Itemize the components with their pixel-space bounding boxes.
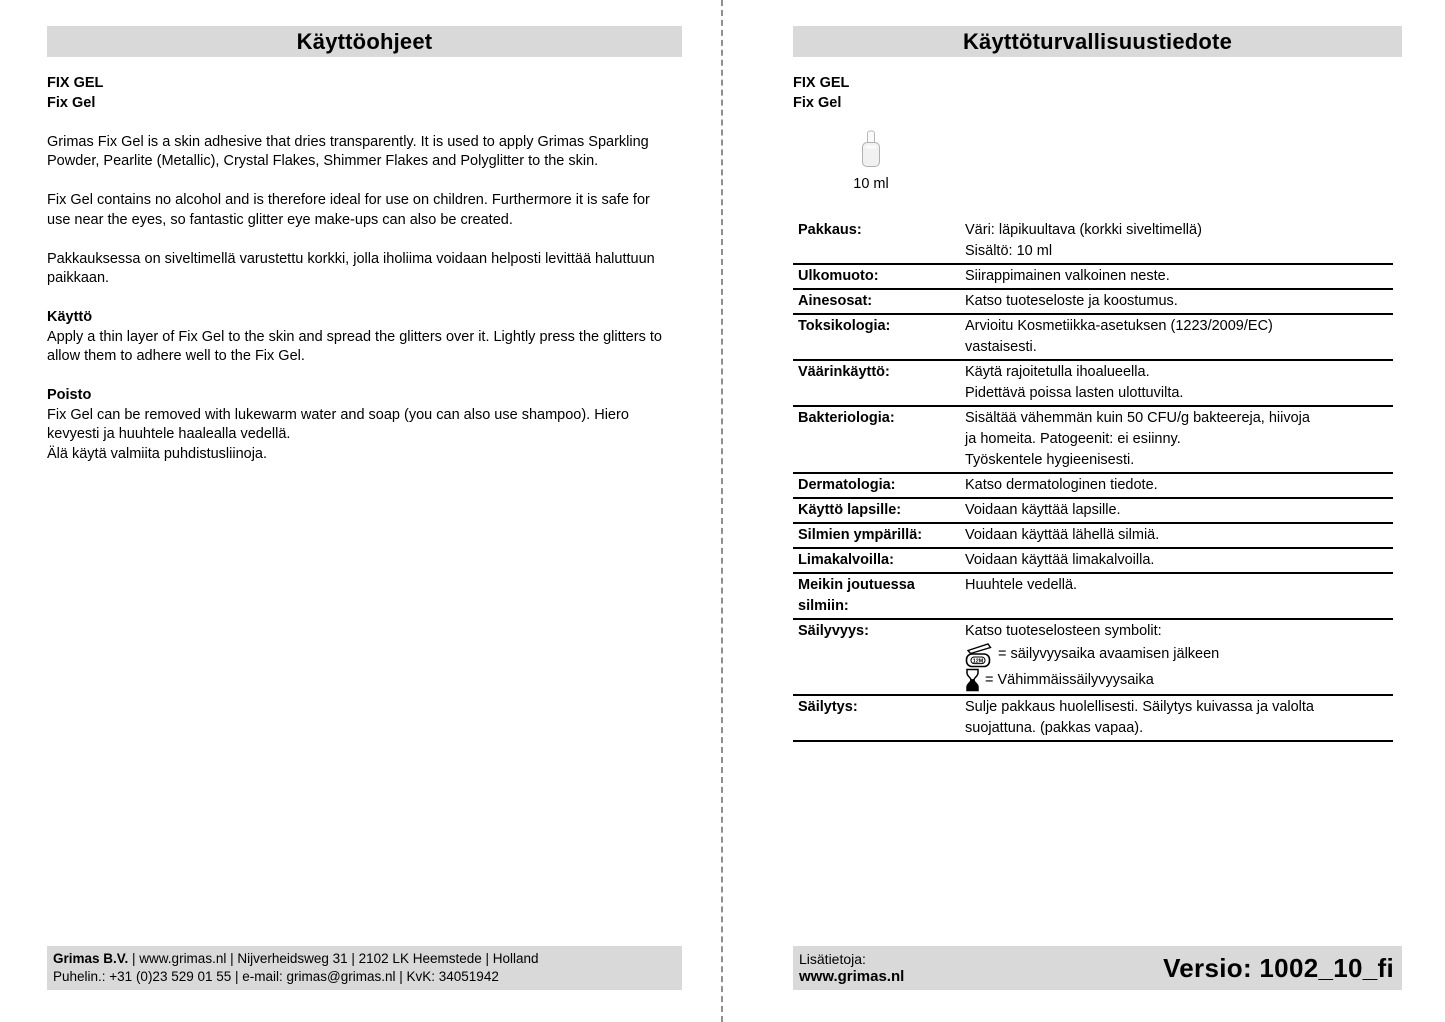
row-value xyxy=(965,500,1393,521)
product-name-block xyxy=(793,74,1402,113)
table-row xyxy=(793,620,1393,696)
row-value xyxy=(965,291,1393,312)
table-row xyxy=(793,315,1393,361)
product-photo-block xyxy=(843,130,899,195)
symbol-caption: = säilyvyysaika avaamisen jälkeen xyxy=(998,646,1220,662)
instructions-title: Käyttöohjeet xyxy=(47,26,682,57)
row-value-line: Arvioitu Kosmetiikka-asetuksen (1223/2009/EC) xyxy=(965,317,1273,334)
row-label: Ulkomuoto: xyxy=(798,267,879,284)
company-footer-line1 xyxy=(53,950,682,968)
row-value-line: Voidaan käyttää lapsille. xyxy=(965,501,1121,518)
more-info-label: Lisätietoja: xyxy=(799,951,866,967)
row-value xyxy=(965,621,1393,693)
product-subname: Fix Gel xyxy=(47,94,96,111)
row-label: Bakteriologia: xyxy=(798,409,895,426)
volume-label: 10 ml xyxy=(853,176,889,192)
symbol-caption: = Vähimmäissäilyvyysaika xyxy=(985,671,1154,688)
product-subname: Fix Gel xyxy=(793,94,842,111)
website-text: www.grimas.nl xyxy=(799,968,905,985)
hourglass-icon xyxy=(965,668,980,692)
open-jar-icon xyxy=(965,642,993,668)
table-row xyxy=(793,474,1393,499)
row-value-line: Huuhtele vedellä. xyxy=(965,576,1078,593)
section-body-poisto: Fix Gel can be removed with lukewarm water and soap (you can also use shampoo). Hiero kevyesti ja huuhtele haalealla vedellä. xyxy=(47,406,629,442)
row-value-line: Sulje pakkaus huolellisesti. Säilytys kuivassa ja valolta xyxy=(965,698,1314,715)
row-value xyxy=(965,550,1393,571)
row-value-line: Sisältö: 10 ml xyxy=(965,242,1053,259)
row-value-line: Siirappimainen valkoinen neste. xyxy=(965,267,1170,284)
row-value xyxy=(965,220,1393,262)
symbol-line xyxy=(965,668,1393,693)
table-row xyxy=(793,524,1393,549)
table-row xyxy=(793,361,1393,407)
row-value xyxy=(965,266,1393,287)
row-value-line: Voidaan käyttää lähellä silmiä. xyxy=(965,526,1160,543)
symbol-line xyxy=(965,642,1393,668)
table-row xyxy=(793,290,1393,315)
table-row xyxy=(793,265,1393,290)
row-value-line: Katso tuoteseloste ja koostumus. xyxy=(965,292,1178,309)
row-label: Meikin joutuessa silmiin: xyxy=(798,576,915,614)
section-note-poisto: Älä käytä valmiita puhdistusliinoja. xyxy=(47,445,268,462)
row-value-line: Pidettävä poissa lasten ulottuvilta. xyxy=(965,384,1184,401)
row-value xyxy=(965,697,1393,739)
row-label: Dermatologia: xyxy=(798,476,896,493)
paragraph-description: Grimas Fix Gel is a skin adhesive that dries transparently. It is used to apply Grimas Sparkling Powder, Pearlite (Metallic), Crystal Flakes, Shimmer Flakes and Polyglitter to the skin. xyxy=(47,133,649,169)
section-body-kaytto: Apply a thin layer of Fix Gel to the skin and spread the glitters over it. Lightly press the glitters to allow them to adhere well to the Fix Gel. xyxy=(47,328,662,364)
page-fold-dashed-divider xyxy=(721,0,723,1022)
row-label: Silmien ympärillä: xyxy=(798,526,923,543)
row-value xyxy=(965,475,1393,496)
row-label: Käyttö lapsille: xyxy=(798,501,902,518)
paragraph-no-alcohol: Fix Gel contains no alcohol and is therefore ideal for use on children. Furthermore it is safe for use near the eyes, so fantastic glitter eye make-ups can also be created. xyxy=(47,192,650,228)
company-footer-line2: Puhelin.: +31 (0)23 529 01 55 | e-mail: grimas@grimas.nl | KvK: 34051942 xyxy=(53,968,499,984)
row-value-line: Voidaan käyttää limakalvoilla. xyxy=(965,551,1155,568)
table-row xyxy=(793,549,1393,574)
row-value-line: Katso tuoteselosteen symbolit: xyxy=(965,622,1162,639)
product-bottle-icon xyxy=(859,130,883,168)
row-label: Toksikologia: xyxy=(798,317,891,334)
paragraph-packaging: Pakkauksessa on siveltimellä varustettu korkki, jolla iholiima voidaan helposti levittää haluttuun paikkaan. xyxy=(47,250,655,286)
row-value-line: Katso dermatologinen tiedote. xyxy=(965,476,1158,493)
row-value-line: Väri: läpikuultava (korkki siveltimellä) xyxy=(965,221,1202,238)
row-value-line: vastaisesti. xyxy=(965,338,1037,355)
safety-title: Käyttöturvallisuustiedote xyxy=(793,26,1402,57)
version-label: Versio: 1002_10_fi xyxy=(1163,952,1394,983)
section-heading-poisto: Poisto xyxy=(47,387,92,403)
row-value-line: Työskentele hygieenisesti. xyxy=(965,451,1135,468)
row-value xyxy=(965,525,1393,546)
version-footer xyxy=(793,946,1402,990)
row-value-line: ja homeita. Patogeenit: ei esiinny. xyxy=(965,430,1181,447)
table-row xyxy=(793,499,1393,524)
row-label: Säilytys: xyxy=(798,698,858,715)
table-row xyxy=(793,574,1393,620)
row-value-line: Sisältää vähemmän kuin 50 CFU/g bakteereja, hiivoja xyxy=(965,409,1310,426)
product-name: FIX GEL xyxy=(793,75,850,91)
row-value xyxy=(965,316,1393,358)
row-value xyxy=(965,408,1393,471)
svg-text:12M: 12M xyxy=(972,657,984,664)
row-value-line: suojattuna. (pakkas vapaa). xyxy=(965,719,1144,736)
row-label: Väärinkäyttö: xyxy=(798,363,890,380)
safety-table xyxy=(793,219,1393,742)
row-label: Limakalvoilla: xyxy=(798,551,894,568)
safety-page xyxy=(793,26,1402,742)
product-name-block xyxy=(47,74,682,113)
instructions-page xyxy=(47,26,682,464)
row-label: Ainesosat: xyxy=(798,292,873,309)
company-address: | www.grimas.nl | Nijverheidsweg 31 | 2102 LK Heemstede | Holland xyxy=(128,951,539,966)
row-label: Pakkaus: xyxy=(798,221,862,238)
table-row xyxy=(793,696,1393,742)
company-name: Grimas B.V. xyxy=(53,951,129,966)
row-value xyxy=(965,575,1393,617)
table-row xyxy=(793,407,1393,474)
section-heading-kaytto: Käyttö xyxy=(47,309,93,325)
product-name: FIX GEL xyxy=(47,75,104,91)
table-row xyxy=(793,219,1393,265)
row-value xyxy=(965,362,1393,404)
company-footer xyxy=(47,946,682,990)
row-label: Säilyvyys: xyxy=(798,622,869,639)
more-info-block xyxy=(799,950,904,986)
row-value-line: Käytä rajoitetulla ihoalueella. xyxy=(965,363,1150,380)
